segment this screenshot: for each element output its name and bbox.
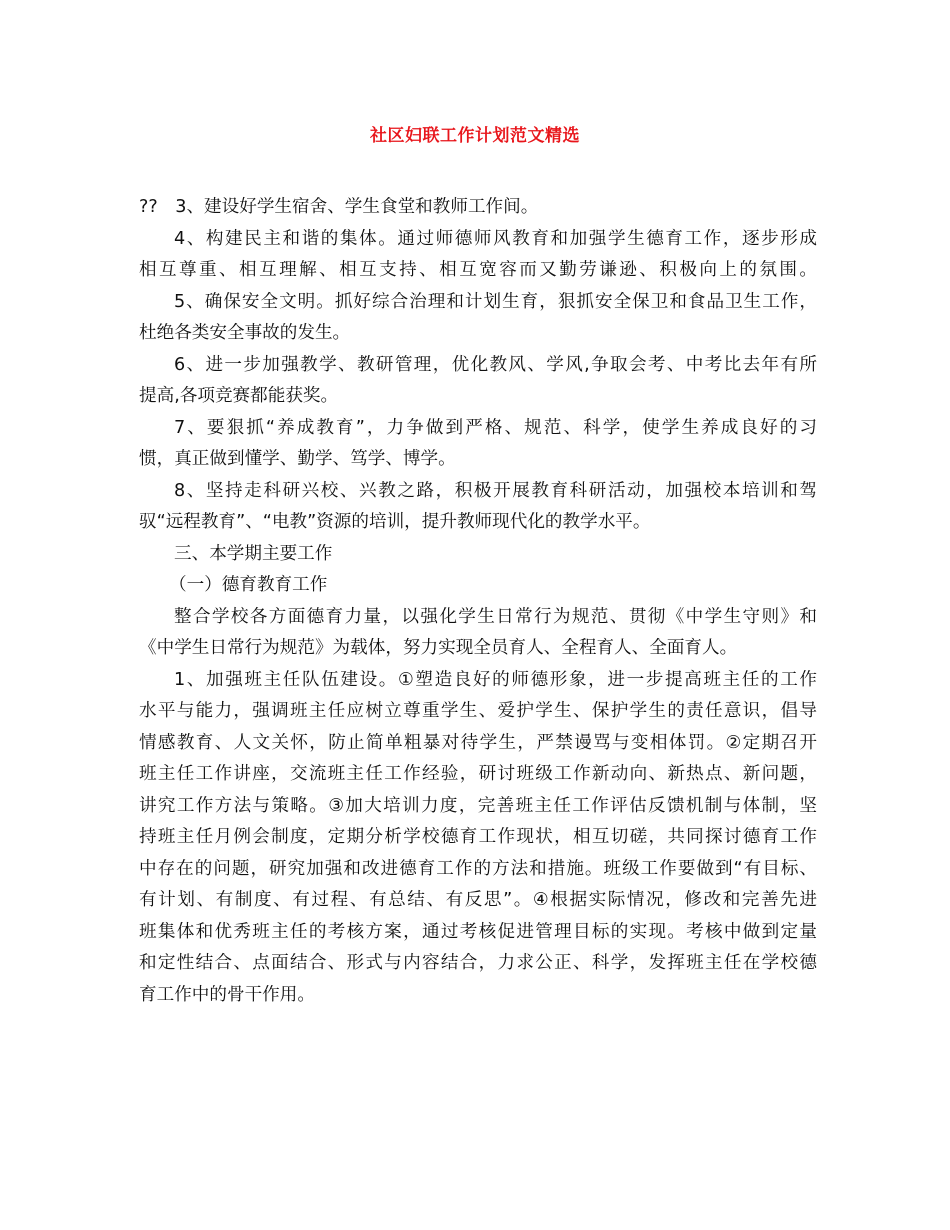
text-line: 相互尊重、相互理解、相互支持、相互宽容而又勤劳谦逊、积极向上的氛围。 xyxy=(139,260,817,280)
text-line: 情感教育、人文关怀，防止简单粗暴对待学生，严禁谩骂与变相体罚。②定期召开 xyxy=(139,732,817,753)
text-line: ?? 3、建设好学生宿舍、学生食堂和教师工作间。 xyxy=(139,197,539,217)
text-line: 班集体和优秀班主任的考核方案，通过考核促进管理目标的实现。考核中做到定量 xyxy=(139,921,817,942)
text-line: 5、确保安全文明。抓好综合治理和计划生育，狠抓安全保卫和食品卫生工作， xyxy=(174,291,817,312)
subsection-heading: （一）德育教育工作 xyxy=(169,575,328,595)
section-heading: 三、本学期主要工作 xyxy=(174,543,333,564)
text-line: 持班主任月例会制度，定期分析学校德育工作现状，相互切磋，共同探讨德育工作 xyxy=(139,827,817,847)
text-line: 提高,各项竞赛都能获奖。 xyxy=(139,386,339,406)
text-line: 惯，真正做到懂学、勤学、笃学、博学。 xyxy=(139,449,456,469)
document-body xyxy=(139,192,817,1011)
text-line: 育工作中的骨干作用。 xyxy=(139,984,315,1005)
text-line: 和定性结合、点面结合、形式与内容结合，力求公正、科学，发挥班主任在学校德 xyxy=(139,953,817,973)
text-line: 中存在的问题，研究加强和改进德育工作的方法和措施。班级工作要做到“有目标、 xyxy=(139,858,817,879)
text-line: 7、要狠抓“养成教育”，力争做到严格、规范、科学，使学生养成良好的习 xyxy=(174,417,817,438)
text-line: 班主任工作讲座，交流班主任工作经验，研讨班级工作新动向、新热点、新问题， xyxy=(139,764,817,784)
text-line: 有计划、有制度、有过程、有总结、有反思”。④根据实际情况，修改和完善先进 xyxy=(139,890,817,910)
text-line: 驭“远程教育”、“电教”资源的培训，提升教师现代化的教学水平。 xyxy=(139,512,651,532)
text-line: 水平与能力，强调班主任应树立尊重学生、爱护学生、保护学生的责任意识，倡导 xyxy=(139,701,817,721)
text-line: 讲究工作方法与策略。③加大培训力度，完善班主任工作评估反馈机制与体制，坚 xyxy=(139,795,817,816)
text-line: 4、构建民主和谐的集体。通过师德师风教育和加强学生德育工作，逐步形成 xyxy=(174,228,817,249)
text-line: 6、进一步加强教学、教研管理，优化教风、学风,争取会考、中考比去年有所 xyxy=(174,354,817,375)
text-line: 1、加强班主任队伍建设。①塑造良好的师德形象，进一步提高班主任的工作 xyxy=(174,669,817,690)
text-line: 8、坚持走科研兴校、兴教之路，积极开展教育科研活动，加强校本培训和驾 xyxy=(174,480,817,501)
text-line: 整合学校各方面德育力量，以强化学生日常行为规范、贯彻《中学生守则》和 xyxy=(174,606,817,627)
text-line: 杜绝各类安全事故的发生。 xyxy=(139,323,351,343)
text-line: 《中学生日常行为规范》为载体，努力实现全员育人、全程育人、全面育人。 xyxy=(139,638,738,658)
document-title: 社区妇联工作计划范文精选 xyxy=(370,126,580,146)
